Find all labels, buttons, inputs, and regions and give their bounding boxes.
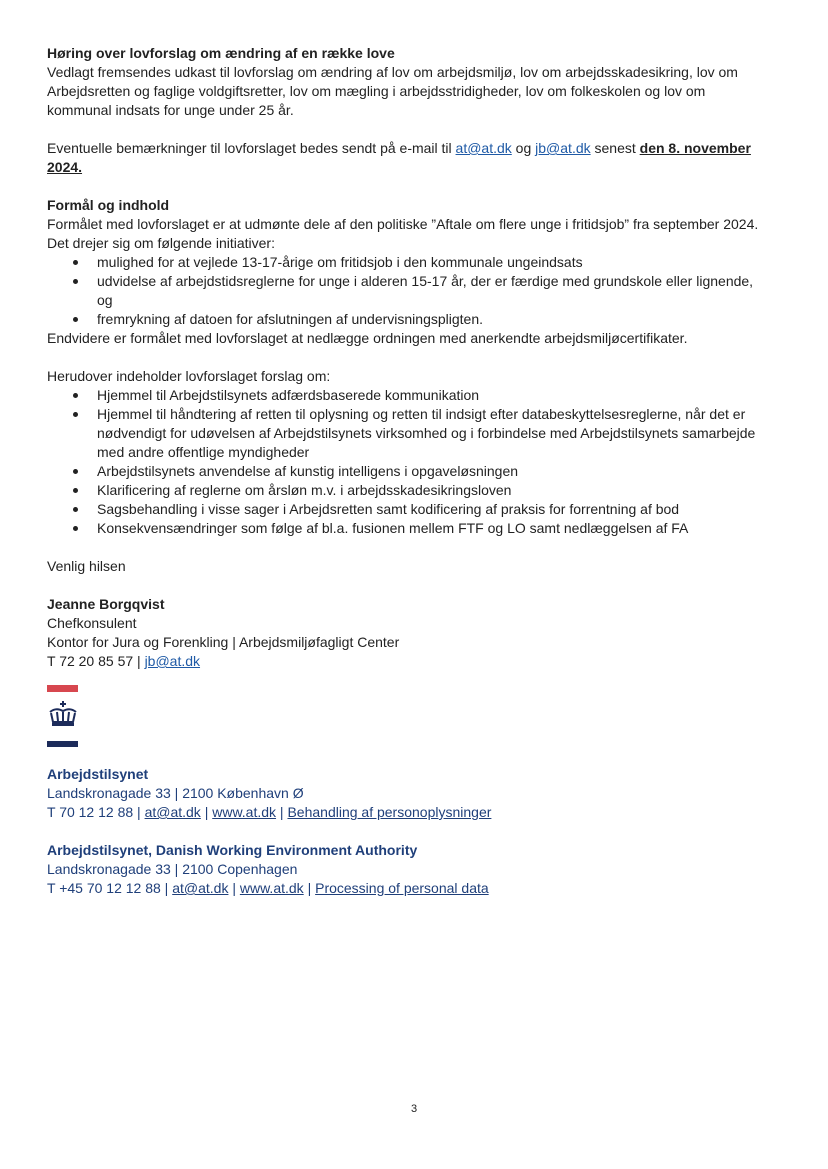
- logo-navy-bar: [47, 741, 78, 747]
- signature-title: Chefkonsulent: [47, 615, 137, 631]
- email-link-jb[interactable]: jb@at.dk: [535, 140, 591, 156]
- footer-address: Landskronagade 33 | 2100 Copenhagen: [47, 861, 298, 877]
- crown-icon: [47, 700, 79, 733]
- footer-privacy-link[interactable]: Processing of personal data: [315, 880, 489, 896]
- footer-web-link[interactable]: www.at.dk: [212, 804, 277, 820]
- footer-separator: |: [200, 804, 213, 820]
- list-item: Hjemmel til håndtering af retten til oplysning og retten til indsigt efter databeskyttelsesreglerne, når det er nødvendigt for udøvelsen af Arbejdstilsynets virksomhed og i forbindelse med Arbejdstilsynets samarbejde med andre offentlige myndigheder: [47, 405, 769, 462]
- footer-phone: T +45 70 12 12 88 |: [47, 880, 173, 896]
- footer-separator: |: [276, 804, 288, 820]
- additional-list: [47, 386, 769, 538]
- footer-privacy-link[interactable]: Behandling af personoplysninger: [287, 804, 492, 820]
- letter-body: [47, 44, 769, 898]
- hearing-heading: Høring over lovforslag om ændring af en række love: [47, 45, 395, 61]
- footer-separator: |: [303, 880, 316, 896]
- closing: Venlig hilsen: [47, 558, 126, 574]
- footer-phone: T 70 12 12 88 |: [47, 804, 145, 820]
- signature-contact: [47, 652, 769, 671]
- purpose-after: Endvidere er formålet med lovforslaget at nedlægge ordningen med anerkendte arbejdsmiljøcertifikater.: [47, 330, 688, 346]
- list-item: Sagsbehandling i visse sager i Arbejdsretten samt kodificering af praksis for forrentning af bod: [47, 500, 769, 519]
- deadline-date: den 8. november 2024.: [47, 140, 751, 175]
- purpose-list: [47, 253, 769, 329]
- footer-contact: [47, 803, 769, 822]
- page-number: 3: [410, 1103, 418, 1115]
- footer-email-link[interactable]: at@at.dk: [144, 804, 201, 820]
- signature-phone: T 72 20 85 57 |: [47, 653, 145, 669]
- list-item: mulighed for at vejlede 13-17-årige om fritidsjob i den kommunale ungeindsats: [47, 253, 769, 272]
- email-link-at[interactable]: at@at.dk: [455, 140, 512, 156]
- footer-english: [47, 841, 769, 898]
- signature-email-link[interactable]: jb@at.dk: [144, 653, 201, 669]
- list-item: Arbejdstilsynets anvendelse af kunstig intelligens i opgaveløsningen: [47, 462, 769, 481]
- remarks-prefix: Eventuelle bemærkninger til lovforslaget bedes sendt på e-mail til: [47, 140, 456, 156]
- footer-address: Landskronagade 33 | 2100 København Ø: [47, 785, 304, 801]
- deadline-prefix: senest: [590, 140, 640, 156]
- list-item: Konsekvensændringer som følge af bl.a. fusionen mellem FTF og LO samt nedlæggelsen af FA: [47, 519, 769, 538]
- signature-office: Kontor for Jura og Forenkling | Arbejdsmiljøfagligt Center: [47, 634, 400, 650]
- remarks-and: og: [511, 140, 536, 156]
- signature-name: Jeanne Borgqvist: [47, 596, 165, 612]
- footer-danish: [47, 765, 769, 822]
- hearing-body: Vedlagt fremsendes udkast til lovforslag om ændring af lov om arbejdsmiljø, lov om arbejdsskadesikring, lov om Arbejdsretten og faglige voldgiftsretter, lov om mægling i arbejdsstridigheder, lov om folkeskolen og lov om kommunal indsats for unge under 25 år.: [47, 64, 738, 118]
- list-item: Hjemmel til Arbejdstilsynets adfærdsbaserede kommunikation: [47, 386, 769, 405]
- footer-contact: [47, 879, 769, 898]
- footer-separator: |: [228, 880, 240, 896]
- purpose-body: Formålet med lovforslaget er at udmønte dele af den politiske ”Aftale om flere unge i fritidsjob” fra september 2024. Det drejer sig om følgende initiativer:: [47, 216, 759, 251]
- royal-crown-logo: [47, 685, 79, 747]
- list-item: udvidelse af arbejdstidsreglerne for unge i alderen 15-17 år, der er færdige med grundskole eller lignende, og: [47, 272, 769, 310]
- footer-email-link[interactable]: at@at.dk: [172, 880, 229, 896]
- list-item: Klarificering af reglerne om årsløn m.v. i arbejdsskadesikringsloven: [47, 481, 769, 500]
- list-item: fremrykning af datoen for afslutningen af undervisningspligten.: [47, 310, 769, 329]
- additional-intro: Herudover indeholder lovforslaget forslag om:: [47, 368, 331, 384]
- footer-web-link[interactable]: www.at.dk: [239, 880, 304, 896]
- footer-org: Arbejdstilsynet: [47, 766, 149, 782]
- remarks-paragraph: [47, 139, 769, 177]
- logo-red-bar: [47, 685, 78, 692]
- purpose-heading: Formål og indhold: [47, 197, 170, 213]
- footer-org: Arbejdstilsynet, Danish Working Environment Authority: [47, 842, 418, 858]
